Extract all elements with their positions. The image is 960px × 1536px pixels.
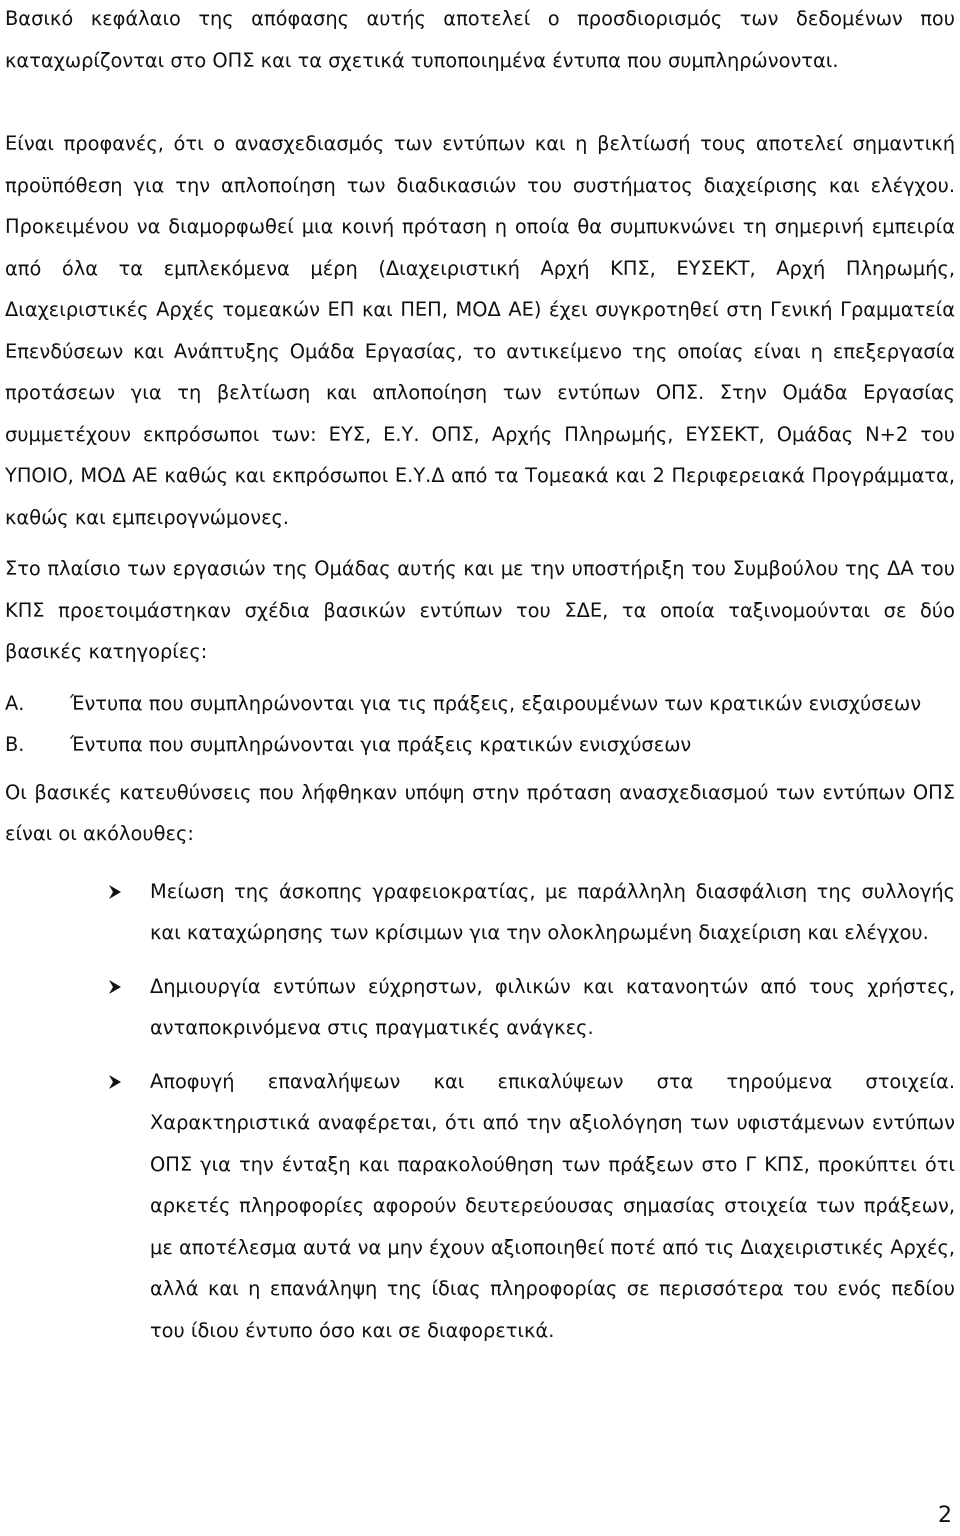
list-item (5, 724, 955, 766)
arrowhead-bullet-icon (5, 966, 150, 1049)
guidelines-list (5, 871, 955, 1352)
list-item (5, 871, 955, 954)
paragraph-working-group: Είναι προφανές, ότι ο ανασχεδιασμός των εντύπων και η βελτίωσή τους αποτελεί σημαντική προϋπόθεση για την απλοποίηση των διαδικασιών του συστήματος διαχείρισης και ελέγχου. Προκειμένου να διαμορφωθεί μια κοινή πρόταση η οποία θα συμπυκνώνει τη σημερινή εμπειρία από όλα τα εμπλεκόμενα μέρη (Διαχειριστική Αρχή ΚΠΣ, ΕΥΣΕΚΤ, Αρχή Πληρωμής, Διαχειριστικές Αρχές τομεακών ΕΠ και ΠΕΠ, ΜΟΔ ΑΕ) έχει συγκροτηθεί στη Γενική Γραμματεία Επενδύσεων και Ανάπτυξης Ομάδα Εργασίας, το αντικείμενο της οποίας είναι η επεξεργασία προτάσεων για τη βελτίωση και απλοποίηση των εντύπων ΟΠΣ. Στην Ομάδα Εργασίας συμμετέχουν εκπρόσωποι των: ΕΥΣ, Ε.Υ. ΟΠΣ, Αρχής Πληρωμής, ΕΥΣΕΚΤ, Ομάδας Ν+2 του ΥΠΟΙΟ, ΜΟΔ ΑΕ καθώς και εκπρόσωποι Ε.Υ.Δ από τα Τομεακά και 2 Περιφερειακά Προγράμματα, καθώς και εμπειρογνώμονες. (5, 132, 955, 529)
list-item-text: Μείωση της άσκοπης γραφειοκρατίας, με παράλληλη διασφάλιση της συλλογής και καταχώρησης των κρίσιμων για την ολοκληρωμένη διαχείριση και ελέγχου. (150, 879, 955, 944)
categories-list (5, 683, 955, 766)
list-item-text: Δημιουργία εντύπων εύχρηστων, φιλικών και κατανοητών από τους χρήστες, ανταποκρινόμενα στις πραγματικές ανάγκες. (150, 974, 955, 1039)
list-marker: Α. (5, 691, 25, 715)
paragraph-guidelines-intro: Οι βασικές κατευθύνσεις που λήφθηκαν υπόψη στην πρόταση ανασχεδιασμού των εντύπων ΟΠΣ είναι οι ακόλουθες: (5, 780, 955, 845)
page-number: 2 (938, 1503, 952, 1528)
list-marker: Β. (5, 733, 25, 756)
paragraph-categories-intro: Στο πλαίσιο των εργασιών της Ομάδας αυτής και με την υποστήριξη του Συμβούλου της ΔΑ του ΚΠΣ προετοιμάστηκαν σχέδια βασικών εντύπων του ΣΔΕ, τα οποία ταξινομούνται σε δύο βασικές κατηγορίες: (5, 557, 955, 663)
list-item (5, 683, 955, 725)
arrowhead-bullet-icon (5, 1061, 150, 1352)
list-item (5, 966, 955, 1049)
list-item (5, 1061, 955, 1352)
list-item-text: Έντυπα που συμπληρώνονται για πράξεις κρατικών ενισχύσεων (70, 733, 692, 756)
document-page (5, 0, 955, 1363)
list-item-text: Αποφυγή επαναλήψεων και επικαλύψεων στα τηρούμενα στοιχεία. Χαρακτηριστικά αναφέρεται, ότι από την αξιολόγηση των υφιστάμενων εντύπων ΟΠΣ για την ένταξη και παρακολούθηση των πράξεων στο Γ ΚΠΣ, προκύπτει ότι αρκετές πληροφορίες αφορούν δευτερεύουσας σημασίας στοιχεία των πράξεων, με αποτέλεσμα αυτά να μην έχουν αξιοποιηθεί ποτέ από τις Διαχειριστικές Αρχές, αλλά και η επανάληψη της ίδιας πληροφορίας σε περισσότερα του ενός πεδίου του ίδιου έντυπο όσο και σε διαφορετικά. (150, 1069, 955, 1342)
paragraph-intro: Βασικό κεφάλαιο της απόφασης αυτής αποτελεί ο προσδιορισμός των δεδομένων που καταχωρίζονται στο ΟΠΣ και τα σχετικά τυποποιημένα έντυπα που συμπληρώνονται. (5, 7, 955, 72)
list-item-text: Έντυπα που συμπληρώνονται για τις πράξεις, εξαιρουμένων των κρατικών ενισχύσεων (70, 691, 922, 715)
arrowhead-bullet-icon (5, 871, 150, 954)
